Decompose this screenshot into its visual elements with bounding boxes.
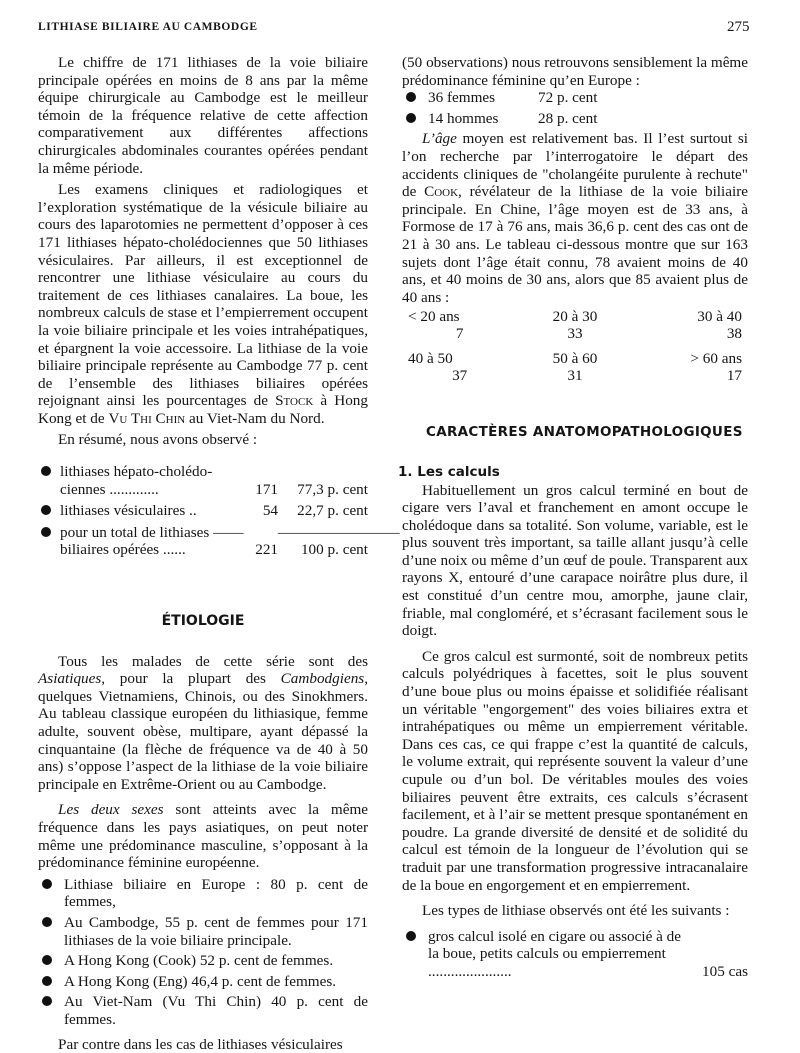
paragraph: Ce gros calcul est surmonté, soit de nombreux petits calculs polyédriques à facettes, soit le plus souvent d’une boue plus ou moins épaisse et solidifiée réalisant un véritable "engorgement" des voies biliaires extra et intrahépatiques ou même un empierrement véritable. Dans ces cas, ce qui frappe c’est la quantité de calculs, le volume extrait, qui représente souvent la valeur d’une cupule ou d’un bol. De véritables moules des voies biliaires peuvent être extraits, ces calculs s’écrasent facilement, et à l’air se mettent presque spontanément en poudre. La grande diversité de densité et de solidité du calcul est témoin de la longueur de l’évolution qui se traduit par une transformation progressive intracanalaire de la boue en engorgement et en empierrement. [402, 648, 748, 894]
bullet-icon [42, 996, 52, 1006]
paragraph: Habituellement un gros calcul terminé en bout de cigare vers l’aval et franchement en amont occupe le cholédoque dans sa totalité. Son volume, variable, est le plus souvent très important, sa taille allant jusqu’à celle d’une noix ou même d’un œuf de poule. Transparent aux rayons X, entouré d’une carapace noirâtre plus dure, il est constitué d’un centre mou, amorphe, jaune clair, friable, mal congloméré, et s’écrasant facilement sous le doigt. [402, 482, 748, 640]
bullet-icon [41, 527, 51, 537]
paragraph: Tous les malades de cette série sont des Asiatiques, pour la plupart des Cambodgiens, quelques Vietnamiens, Chinois, ou des Sinokhmers. Au tableau classique européen du lithiasique, femme adulte, souvent obèse, multipare, ayant dépassé la cinquantaine (la flèche de fréquence va de 40 à 50 ans) s’oppose l’aspect de la lithiase de la voie biliaire principale en Extrême-Orient ou au Cambodge. [38, 653, 368, 794]
paragraph: Les examens cliniques et radiologiques et l’exploration systématique de la vésicule biliaire au cours des laparotomies ne permettent d’opposer à ces 171 lithiases hépato-cholédociennes que 50 lithiases vésiculaires. Par ailleurs, il est exceptionnel de rencontrer une lithiase vésiculaire au cours du traitement de ces lithiases canalaires. La boue, les nombreux calculs de stase et l’empierrement occupent la voie biliaire principale et les voies intrahépatiques, et épargnent la voie accessoire. La lithiase de la voie biliaire principale représente au Cambodge 77 p. cent de l’ensemble des lithiases biliaires opérées rejoignant ainsi les pourcentages de Stock à Hong Kong et de Vu Thi Chin au Viet-Nam du Nord. [38, 181, 368, 427]
author-vu-thi-chin: Vu Thi Chin [108, 410, 185, 427]
bullet-icon [42, 955, 52, 965]
bullet-icon [42, 917, 52, 927]
paragraph: L’âge moyen est relativement bas. Il l’est surtout si l’on recherche par l’interrogatoire le départ des accidents cliniques de "cholangéite purulente à rechute" de Cook, révélateur de la lithiase de la voie biliaire principale. En Chine, l’âge moyen est de 33 ans, à Formose de 17 à 76 ans, mais 36,6 p. cent des cas ont de 21 à 30 ans. Le tableau ci-dessous montre que sur 163 sujets dont l’âge était connu, 78 avaient moins de 40 ans, et 40 moins de 30 ans, alors que 85 avaient plus de 40 ans : [402, 130, 748, 306]
paragraph: En résumé, nous avons observé : [38, 431, 368, 449]
list-item: Au Cambodge, 55 p. cent de femmes pour 171 lithiases de la voie biliaire principale. [38, 914, 368, 949]
bullet-icon [41, 505, 51, 515]
bullet-icon [41, 466, 51, 476]
section-heading-etiologie: ÉTIOLOGIE [38, 613, 368, 631]
summary-item: lithiases vésiculaires .. 54 22,7 p. cent [38, 502, 368, 520]
bullet-icon [406, 113, 416, 123]
list-item: A Hong Kong (Cook) 52 p. cent de femmes. [38, 952, 368, 970]
age-table: < 20 ans 20 à 30 30 à 40 7 33 38 40 à 50 50 à 60 > 60 ans 37 31 17 [402, 308, 748, 384]
bullet-icon [406, 92, 416, 102]
paragraph: (50 observations) nous retrouvons sensiblement la même prédominance féminine qu’en Europe : [402, 54, 748, 89]
summary-item: lithiases hépato-cholédo- ciennes ............. 171 77,3 p. cent [38, 463, 368, 498]
list-item: gros calcul isolé en cigare ou associé à de la boue, petits calculs ou empierrement ...................... 105 cas [402, 928, 748, 981]
paragraph: Les deux sexes sont atteints avec la même fréquence dans les pays asiatiques, on peut noter même une prédominance masculine, s’opposant à la prédominance féminine européenne. [38, 801, 368, 871]
page-number: 275 [727, 19, 750, 36]
summary-item: pour un total de lithiases —— ———————— biliaires opérées ...... 221 100 p. cent [38, 524, 368, 559]
bullet-icon [42, 879, 52, 889]
list-item: 36 femmes 72 p. cent [402, 89, 748, 107]
paragraph: Le chiffre de 171 lithiases de la voie biliaire principale opérées en moins de 8 ans par la même équipe chirurgicale au Cambodge est le meilleur témoin de la fréquence relative de cette affection comparativement aux différentes affections chirurgicales abdominales courantes opérées pendant la même période. [38, 54, 368, 177]
section-heading-caracteres: CARACTÈRES ANATOMOPATHOLOGIQUES [426, 424, 748, 442]
paragraph: Par contre dans les cas de lithiases vésiculaires [38, 1036, 368, 1053]
paragraph: Les types de lithiase observés ont été les suivants : [402, 902, 748, 920]
right-column [402, 54, 748, 984]
list-item: A Hong Kong (Eng) 46,4 p. cent de femmes. [38, 973, 368, 991]
list-item: Au Viet-Nam (Vu Thi Chin) 40 p. cent de femmes. [38, 993, 368, 1028]
bullet-icon [42, 976, 52, 986]
bullet-icon [406, 931, 416, 941]
subsection-heading: 1. Les calculs [398, 464, 748, 482]
list-item: Lithiase biliaire en Europe : 80 p. cent de femmes, [38, 876, 368, 911]
left-column [38, 54, 368, 1053]
author-cook: Cook [424, 183, 458, 200]
author-stock: Stock [275, 392, 313, 409]
list-item: 14 hommes 28 p. cent [402, 110, 748, 128]
running-header: LITHIASE BILIAIRE AU CAMBODGE [38, 21, 258, 33]
